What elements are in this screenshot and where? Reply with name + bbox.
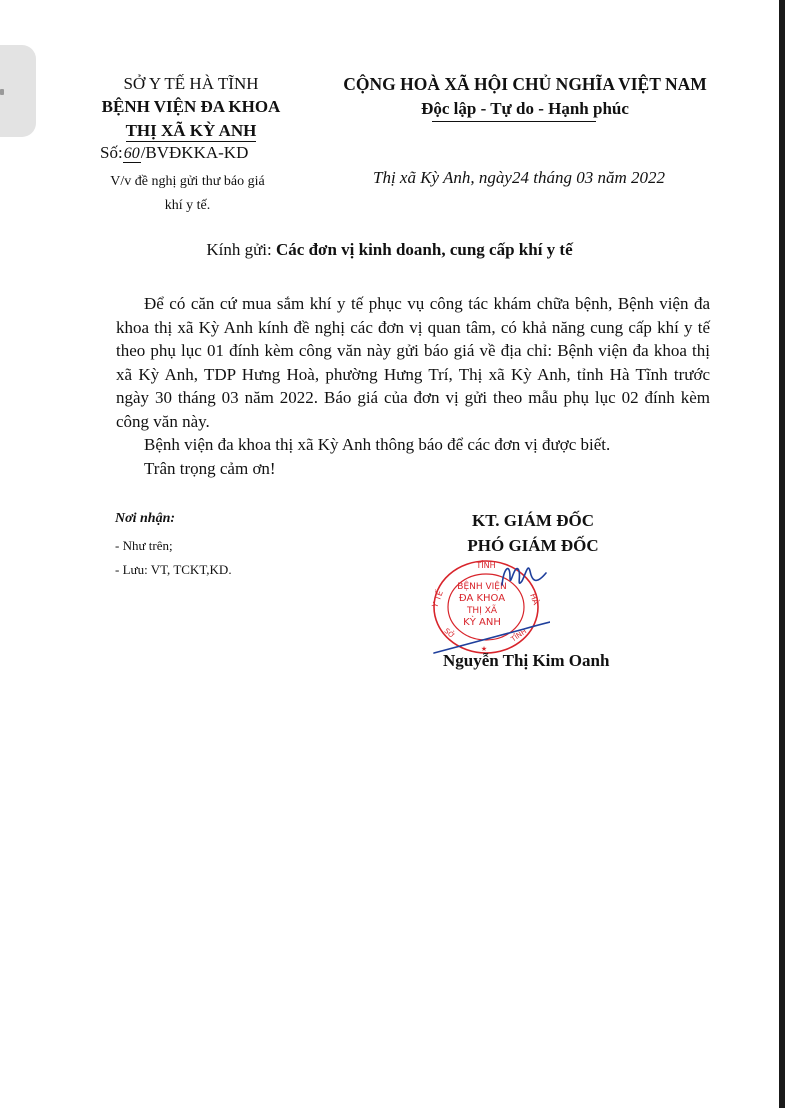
motto-underline [432,121,596,122]
hospital-name-line2: THỊ XÃ KỲ ANH [125,121,257,140]
document-subject [80,170,295,218]
stamp-center-line1: BỆNH VIỆN [457,582,507,592]
receiver-item: - Như trên; [115,538,173,553]
number-suffix: /BVĐKKA-KD [140,143,249,162]
subject-line2: khí y tế. [164,198,211,213]
body-paragraph-1: Để có căn cứ mua sắm khí y tế phục vụ công tác khám chữa bệnh, Bệnh viện đa khoa thị xã Kỳ Anh kính đề nghị các đơn vị quan tâm, có khả năng cung cấp khí y tế theo phụ lục 01 đính kèm công văn này gửi báo giá về địa chỉ: Bệnh viện đa khoa thị xã Kỳ Anh, TDP Hưng Hoà, phường Hưng Trí, Thị xã Kỳ Anh, tỉnh Hà Tĩnh trước ngày 30 tháng 03 năm 2022. Báo giá của đơn vị gửi theo mẫu phụ lục 02 đính kèm công văn này. [116,294,710,431]
national-motto: Độc lập - Tự do - Hạnh phúc [421,99,629,118]
stamp-star-icon: ★ [480,645,488,653]
stamp-center-line3: THỊ XÃ [466,606,498,616]
national-header [315,72,735,121]
window-edge [779,0,785,1108]
document-number [100,143,248,163]
stamp-center-line4: KỲ ANH [463,617,501,628]
stamp-ring-bottom-left: SỞ [442,626,457,641]
issue-day: 24 [511,168,529,187]
receivers-title: Nơi nhận: [115,511,176,526]
recipient-line [0,240,779,260]
closing-line: Trân trọng cảm ơn! [144,458,276,478]
number-value: 60 [123,145,140,162]
signer-role-line1: KT. GIÁM ĐỐC [472,511,594,530]
signer-role-line2: PHÓ GIÁM ĐỐC [467,536,599,555]
department-name: SỞ Y TẾ HÀ TĨNH [123,74,259,93]
issuer-header [70,72,312,143]
body-paragraph-2: Bệnh viện đa khoa thị xã Kỳ Anh thông báo để các đơn vị được biết. [144,435,611,454]
official-stamp [424,555,550,655]
number-prefix: Số: [100,143,123,162]
stamp-ring-bottom-right: TĨNH [509,627,529,644]
hospital-name-line1: BỆNH VIỆN ĐA KHOA [101,97,281,116]
stamp-center-line2: ĐA KHOA [458,593,506,604]
recipient-name: Các đơn vị kinh doanh, cung cấp khí y tế [276,240,573,259]
signer-name: Nguyễn Thị Kim Oanh [443,651,610,670]
receivers-block [115,511,232,582]
signature-block [428,508,638,558]
subject-line1: V/v đề nghị gửi thư báo giá [110,174,265,189]
letter-body [116,292,710,480]
stamp-ring-top: TỈNH [476,561,496,570]
stamp-ring-left: Y TẾ [430,589,445,609]
country-name: CỘNG HOÀ XÃ HỘI CHỦ NGHĨA VIỆT NAM [343,74,707,94]
issue-date: Thị xã Kỳ Anh, ngày24 tháng 03 năm 2022 [373,168,665,187]
recipient-label: Kính gửi: [206,240,277,259]
receiver-item: - Lưu: VT, TCKT,KD. [115,562,232,577]
stamp-ring-right: HÀ [528,592,541,607]
